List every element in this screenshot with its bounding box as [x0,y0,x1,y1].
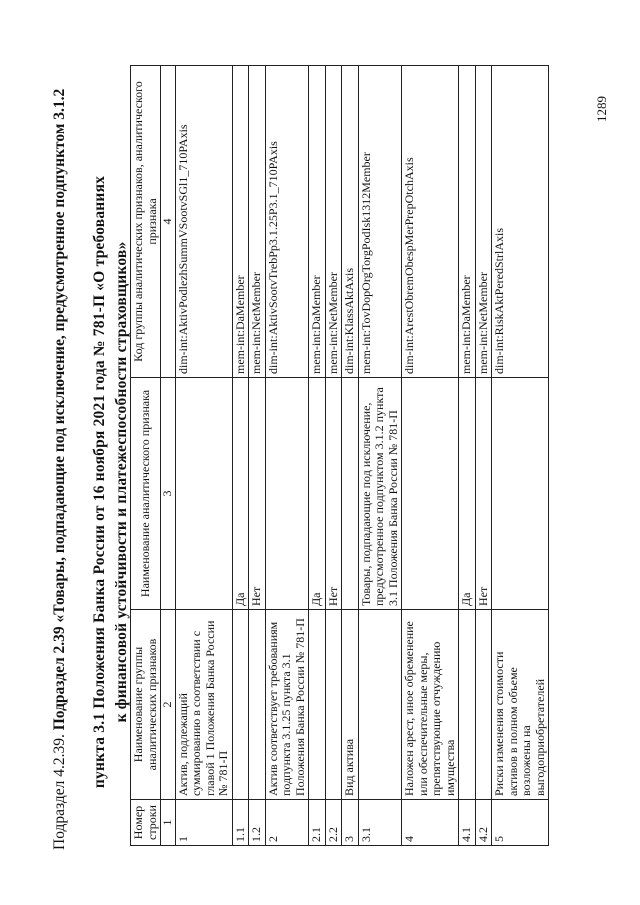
heading-line-1: Подраздел 4.2.39. Подраздел 2.39 «Товары, подпадающие под исключение, предусмотренное подпунктом 3.1.2 [51,88,68,850]
table-row [492,66,549,846]
table-row [249,66,266,846]
col-index: 4 [161,66,176,378]
col-index: 3 [161,378,176,610]
feature-name-cell [342,378,359,610]
table-row [309,66,326,846]
column-index-row [161,66,176,846]
header-feature-name: Наименование аналитического признака [131,378,161,610]
table-row [175,66,232,846]
table-row [342,66,359,846]
header-row-number: Номер строки [131,800,161,846]
group-name-cell [459,610,476,800]
row-number-cell: 1.2 [249,800,266,846]
code-cell: mem-int:DaMember [232,66,249,378]
code-cell: dim-int:KlassAktAxis [342,66,359,378]
table-header-row [131,66,161,846]
group-name-cell [358,610,402,800]
row-number-cell: 2.2 [325,800,342,846]
rotated-page [4,62,624,902]
header-code: Код группы аналитических признаков, аналитического признака [131,66,161,378]
feature-name-cell: Нет [249,378,266,610]
code-cell: mem-int:DaMember [309,66,326,378]
feature-name-cell: Да [309,378,326,610]
table-row [402,66,459,846]
col-index: 1 [161,800,176,846]
table-row [475,66,492,846]
group-name-cell [309,610,326,800]
feature-name-cell: Товары, подпадающие под исключение, предусмотренное подпунктом 3.1.2 пункта 3.1 Положения Банка России № 781-П [358,378,402,610]
heading-line-2: пункта 3.1 Положения Банка России от 16 ноября 2021 года № 781-П «О требованиях [91,175,108,789]
code-cell: dim-int:AktivPodlezhSummVSootvSGl1_710PAxis [175,66,232,378]
row-number-cell: 4.2 [475,800,492,846]
code-cell: dim-int:RiskAktPeredStrlAxis [492,66,549,378]
feature-name-cell [492,378,549,610]
group-name-cell [475,610,492,800]
group-name-cell: Риски изменения стоимости активов в полном объеме возложены на выгодоприобретателей [492,610,549,800]
feature-name-cell [175,378,232,610]
row-number-cell: 1 [175,800,232,846]
row-number-cell: 2 [265,800,309,846]
group-name-cell [232,610,249,800]
feature-name-cell: Да [459,378,476,610]
group-name-cell [325,610,342,800]
feature-name-cell: Да [232,378,249,610]
feature-name-cell [265,378,309,610]
row-number-cell: 1.1 [232,800,249,846]
row-number-cell: 5 [492,800,549,846]
code-cell: mem-int:NetMember [325,66,342,378]
code-cell: mem-int:DaMember [459,66,476,378]
feature-name-cell: Нет [475,378,492,610]
table-row [265,66,309,846]
table-row [232,66,249,846]
feature-name-cell: Нет [325,378,342,610]
row-number-cell: 3 [342,800,359,846]
row-number-cell: 4.1 [459,800,476,846]
feature-name-cell [402,378,459,610]
code-cell: mem-int:TovDopOrgTorgPodIsk1312Member [358,66,402,378]
table-row [325,66,342,846]
heading-line-3: к финансовой устойчивости и платежеспособности страховщиков» [113,241,130,723]
group-name-cell: Наложен арест, иное обременение или обеспечительные меры, препятствующие отчуждению имущества [402,610,459,800]
table-body [175,66,549,846]
group-name-cell: Актив, подлежащий суммированию в соответствии с главой 1 Положения Банка России № 781-П [175,610,232,800]
group-name-cell [249,610,266,800]
row-number-cell: 2.1 [309,800,326,846]
row-number-cell: 3.1 [358,800,402,846]
code-cell: dim-int:AktivSootvTrebPp3.1.25P3.1_710PAxis [265,66,309,378]
heading-bold: Подраздел 2.39 «Товары, подпадающие под исключение, предусмотренное подпунктом 3.1.2 [51,88,68,731]
analytics-table [130,65,549,846]
header-group-name: Наименование группы аналитических признаков [131,610,161,800]
code-cell: mem-int:NetMember [249,66,266,378]
col-index: 2 [161,610,176,800]
row-number-cell: 4 [402,800,459,846]
table-row [459,66,476,846]
group-name-cell: Актив соответствует требованиям подпункта 3.1.25 пункта 3.1 Положения Банка России № 781-П [265,610,309,800]
table-row [358,66,402,846]
page-number: 1289 [594,96,609,122]
group-name-cell: Вид актива [342,610,359,800]
code-cell: mem-int:NetMember [475,66,492,378]
code-cell: dim-int:ArestObremObespMerPrepOtchAxis [402,66,459,378]
